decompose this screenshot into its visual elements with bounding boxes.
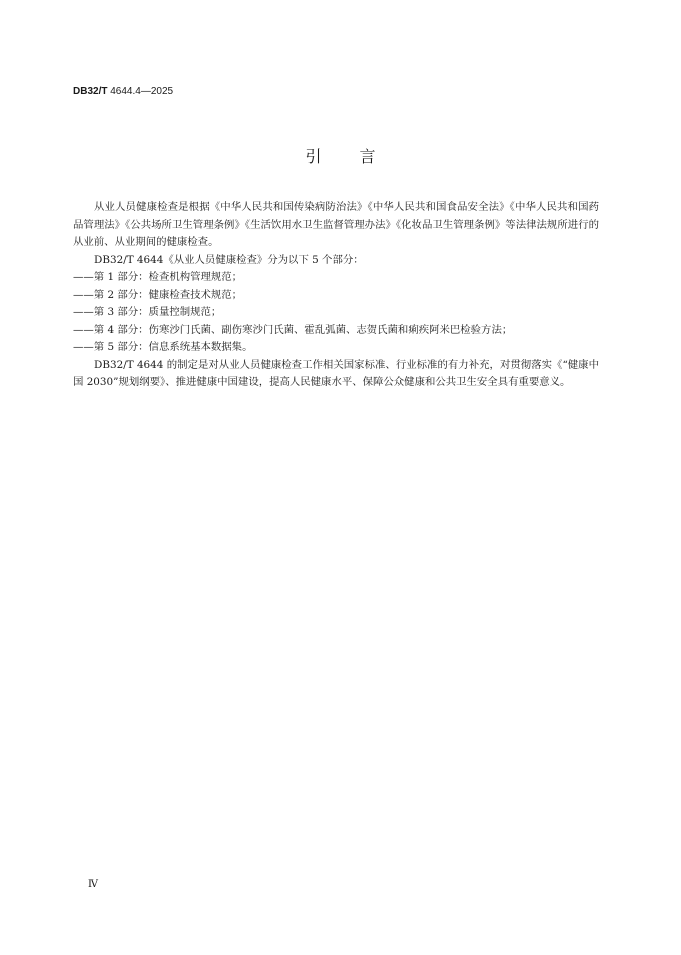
page-title: 引言 <box>305 147 414 166</box>
page-number: Ⅳ <box>88 879 98 890</box>
document-code <box>73 86 173 98</box>
list-item-part-5: ——第 5 部分：信息系统基本数据集。 <box>73 341 253 353</box>
document-code-number: 4644.4—2025 <box>107 86 174 97</box>
list-item-part-2: ——第 2 部分：健康检查技术规范； <box>73 288 243 301</box>
list-item-part-3: ——第 3 部分：质量控制规范； <box>73 306 222 318</box>
introduction-body <box>73 199 599 392</box>
list-item-part-1: ——第 1 部分：检查机构管理规范； <box>73 271 243 283</box>
intro-paragraph-parts: DB32/T 4644《从业人员健康检查》分为以下 5 个部分： <box>94 253 364 266</box>
intro-paragraph-legal-basis: 从业人员健康检查是根据《中华人民共和国传染病防治法》《中华人民共和国食品安全法》《中华人民共和国药品管理法》《公共场所卫生管理条例》《生活饮用水卫生监督管理办法》《化妆品卫生管理条例》等法律法规所进行的从业前、从业期间的健康检查。 <box>73 201 599 248</box>
list-item-part-4: ——第 4 部分：伤寒沙门氏菌、副伤寒沙门氏菌、霍乱弧菌、志贺氏菌和痢疾阿米巴检验方法； <box>73 323 513 336</box>
document-code-prefix: DB32/T <box>73 86 108 97</box>
intro-paragraph-significance: DB32/T 4644 的制定是对从业人员健康检查工作相关国家标准、行业标准的有力补充，对贯彻落实《“健康中国 2030”规划纲要》、推进健康中国建设，提高人民健康水平、保障公众健康和公共卫生安全具有重要意义。 <box>73 358 599 388</box>
